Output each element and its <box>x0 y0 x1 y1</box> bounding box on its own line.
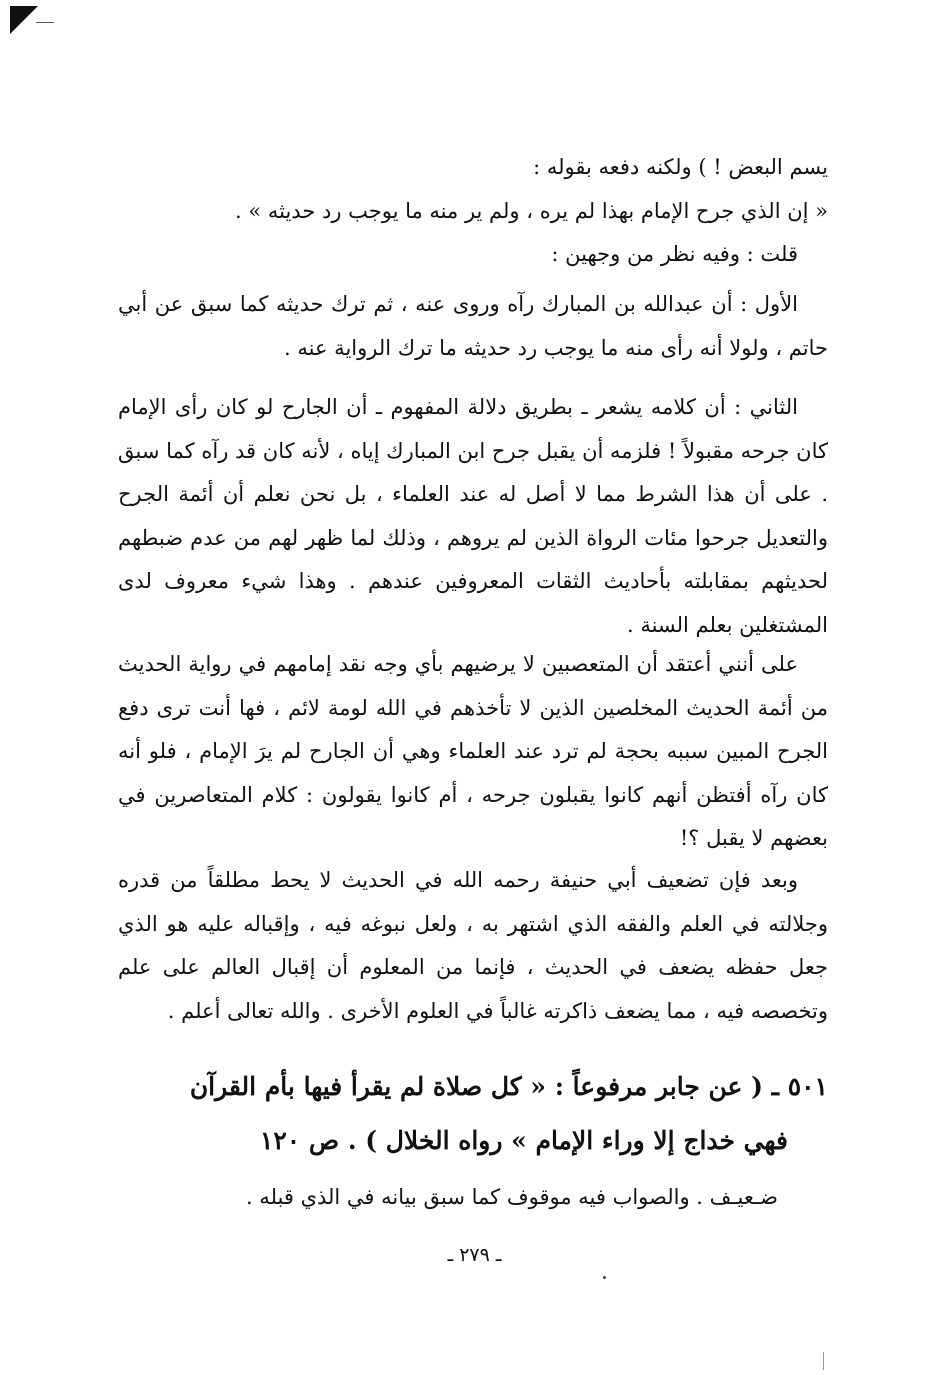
paragraph-text: على أنني أعتقد أن المتعصبين لا يرضيهم بأي وجه نقد إمامهم في رواية الحديث من أئمة الحديث المخلصين الذين لا تأخذهم في الله لومة لائم ، فها أنت ترى دفع الجرح المبين سببه بحجة لم ترد عند العلماء وهي أن الجارح لم يرَ الإمام ، فلو أنه كان رآه أفتظن أنهم كانوا يقبلون جرحه ، أم كانوا يقولون : كلام المتعاصرين في بعضهم لا يقبل ؟! <box>118 652 828 850</box>
paragraph-first-aspect <box>118 283 828 370</box>
intro-quote: « إن الذي جرح الإمام بهذا لم يره ، ولم ير منه ما يوجب رد حديثه » . <box>234 198 828 223</box>
hadith-501 <box>118 1060 828 1168</box>
paragraph-text: الأول : أن عبدالله بن المبارك رآه وروى عنه ، ثم ترك حديثه كما سبق عن أبي حاتم ، ولولا أنه رأى منه ما يوجب رد حديثه ما ترك الرواية عنه . <box>118 292 828 360</box>
scan-corner-line <box>36 22 54 23</box>
intro-block <box>118 146 828 277</box>
paragraph-text: الثاني : أن كلامه يشعر ـ بطريق دلالة المفهوم ـ أن الجارح لو كان رأى الإمام كان جرحه مقبولاً ! فلزمه أن يقبل جرح ابن المبارك إياه ، لأنه كان قد رآه كما سبق . على أن هذا الشرط مما لا أصل له عند العلماء ، بل نحن نعلم أن أئمة الجرح والتعديل جرحوا مئات الرواة الذين لم يروهم ، وذلك لما ظهر لهم من عدم ضبطهم لحديثهم بمقابلته بأحاديث الثقات المعروفين عندهم . وهذا شيء معروف لدى المشتغلين بعلم السنة . <box>118 395 828 637</box>
verdict-text: ضـعيـف . والصواب فيه موقوف كما سبق بيانه في الذي قبله . <box>245 1185 778 1209</box>
hadith-line-1: ٥٠١ ـ ( عن جابر مرفوعاً : « كل صلاة لم يقرأ فيها بأم القرآن <box>189 1072 828 1101</box>
paragraph-critics <box>118 643 828 861</box>
paragraph-second-aspect <box>118 386 828 647</box>
scan-artifact-line <box>823 1352 824 1370</box>
intro-line: يسم البعض ! ) ولكنه دفعه بقوله : <box>533 155 828 179</box>
page-number: ـ ٢٧٩ ـ <box>447 1244 502 1266</box>
paragraph-conclusion <box>118 859 828 1033</box>
scan-speck <box>603 1276 606 1279</box>
scan-corner-mark <box>10 6 38 34</box>
paragraph-text: وبعد فإن تضعيف أبي حنيفة رحمه الله في الحديث لا يحط مطلقاً من قدره وجلالته في العلم والفقه الذي اشتهر به ، ولعل نبوغه فيه ، وإقباله عليه هو الذي جعل حفظه يضعف في الحديث ، فإنما من المعلوم أن إقبال العالم على علم وتخصصه فيه ، مما يضعف ذاكرته غالباً في العلوم الأخرى . والله تعالى أعلم . <box>118 868 828 1023</box>
hadith-line-2: فهي خداج إلا وراء الإمام » رواه الخلال ) . ص ١٢٠ <box>259 1126 788 1155</box>
hadith-verdict <box>118 1177 778 1217</box>
intro-note: قلت : وفيه نظر من وجهين : <box>551 242 798 266</box>
